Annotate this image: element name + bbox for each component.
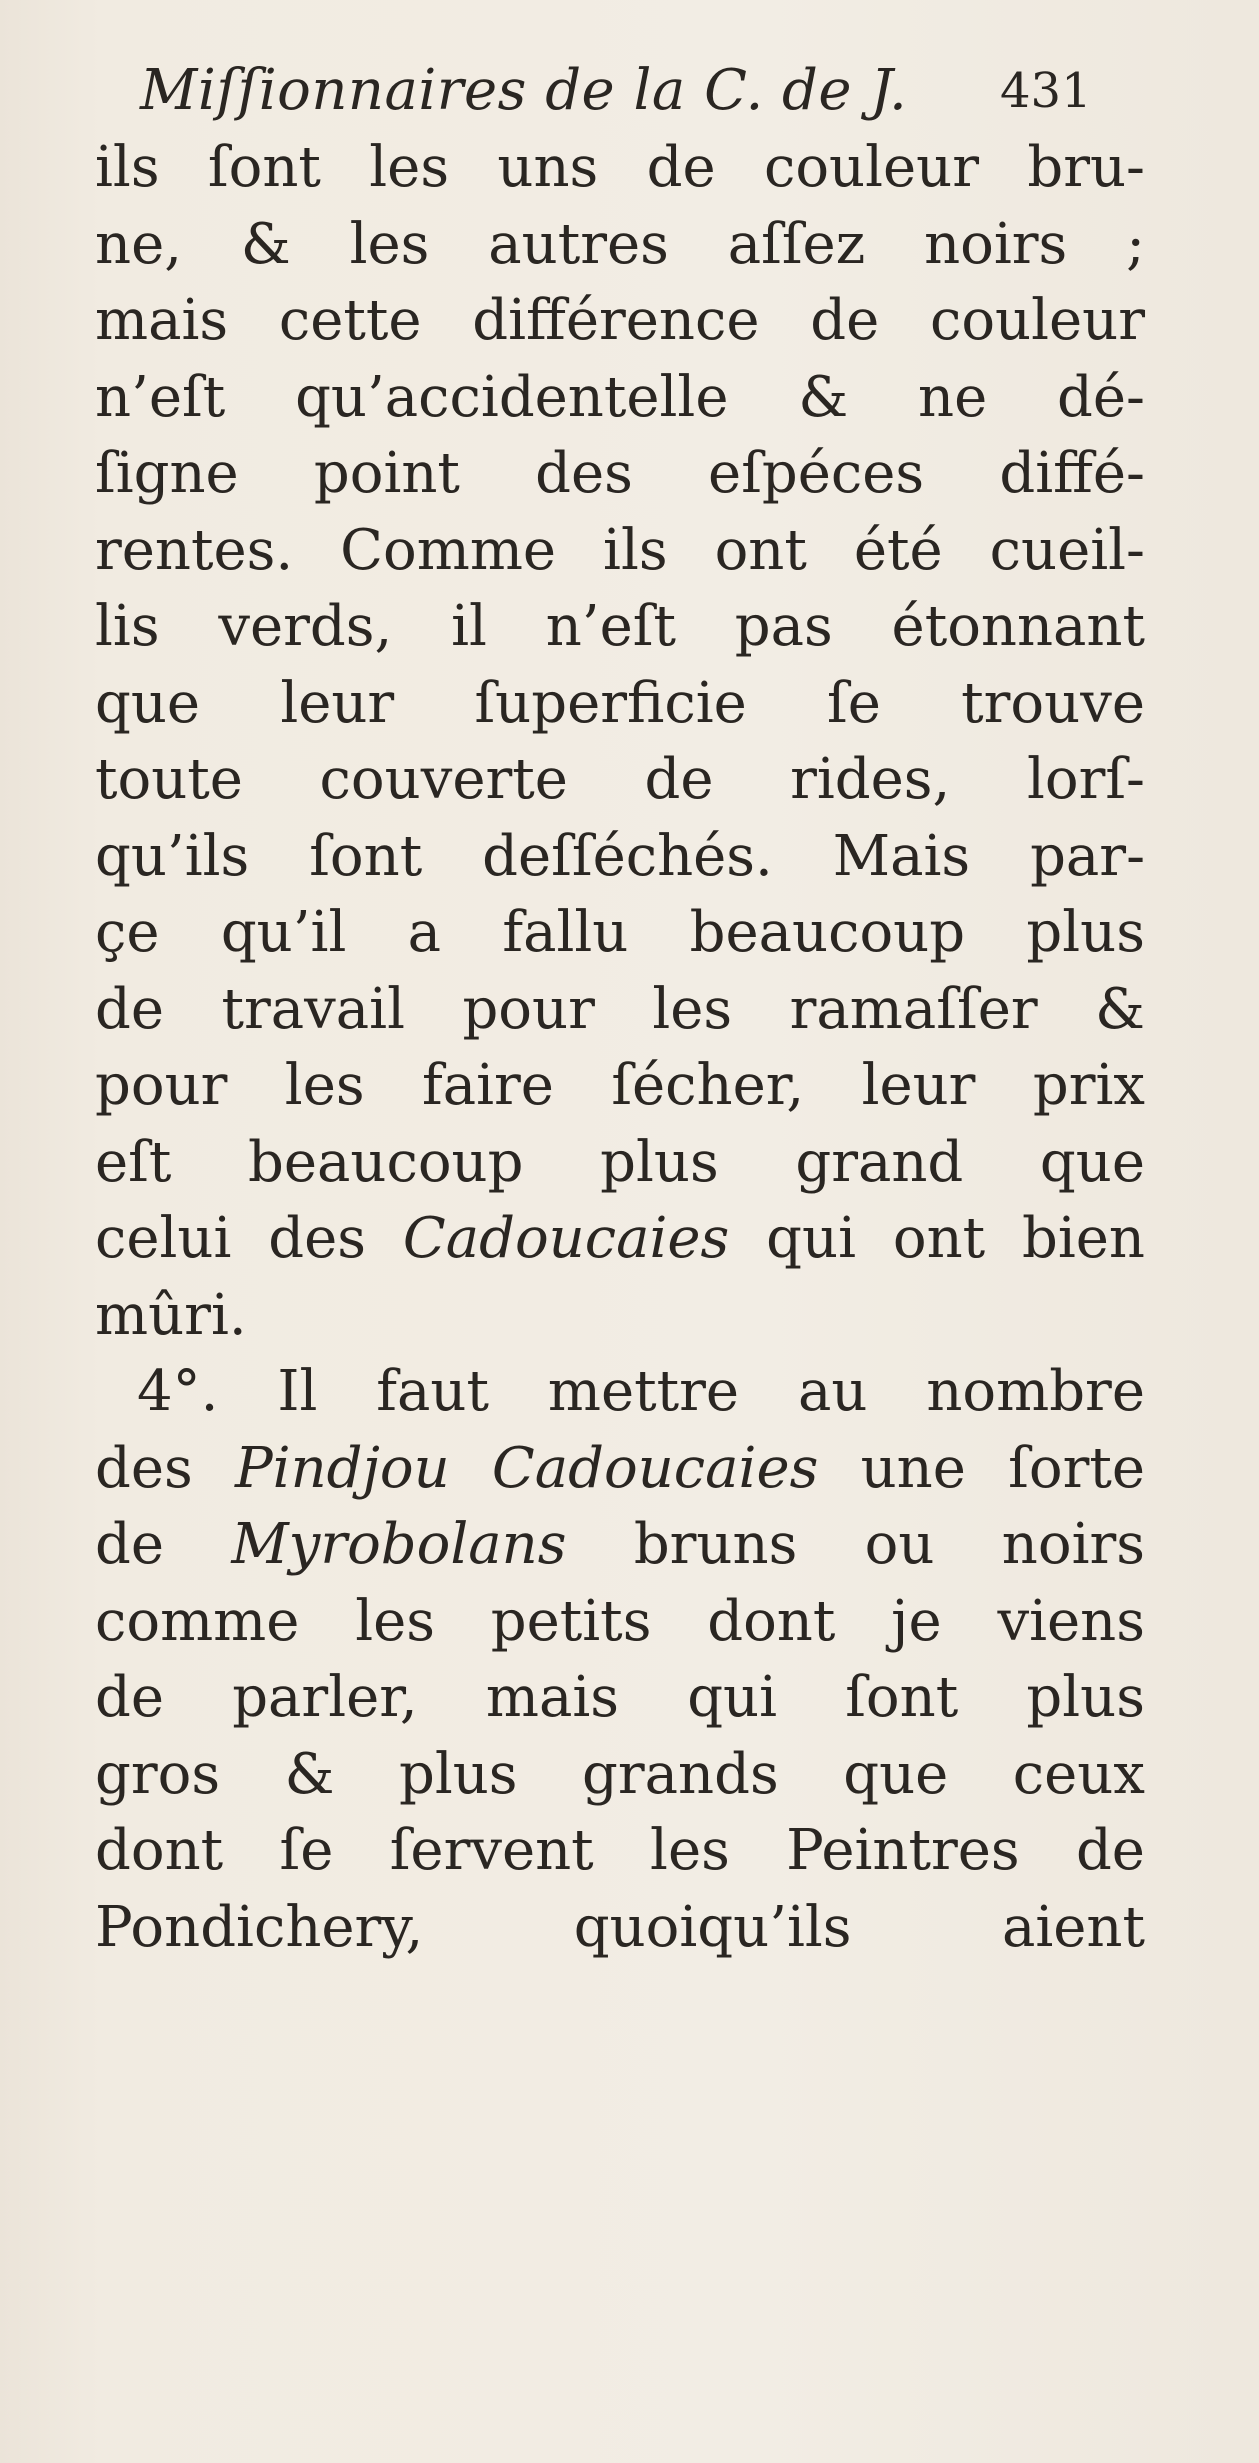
word: de	[644, 747, 714, 812]
word: &	[798, 364, 849, 430]
text-line-3	[95, 283, 1145, 360]
word: faire	[421, 1053, 554, 1118]
word: étonnant	[891, 594, 1145, 659]
word: Mais	[832, 823, 971, 889]
running-head	[140, 55, 1180, 127]
word: qu’ils	[95, 823, 250, 889]
word: lorſ-	[1026, 747, 1145, 812]
word: plus	[1026, 900, 1145, 965]
word: ſervent	[389, 1818, 594, 1883]
word: verds,	[218, 594, 393, 659]
word: ſigne	[95, 441, 239, 506]
word: ne,	[95, 211, 183, 277]
word: ſorte	[1008, 1435, 1145, 1501]
word: prix	[1032, 1053, 1145, 1118]
word: bien	[1022, 1206, 1145, 1271]
text-line-20	[95, 1584, 1145, 1661]
text-line-8	[95, 666, 1145, 743]
word: eſpéces	[708, 441, 925, 506]
word: ſécher,	[611, 1053, 805, 1118]
word: les	[652, 976, 733, 1042]
text-line-2	[95, 207, 1145, 284]
word: Cadoucaies	[491, 1435, 819, 1501]
word: Comme	[340, 517, 557, 583]
word: ſuperficie	[474, 670, 747, 736]
word: diffé-	[999, 441, 1145, 506]
word: travail	[221, 976, 405, 1042]
word: ils	[603, 517, 668, 583]
word: de	[95, 1665, 164, 1730]
text-line-7	[95, 589, 1145, 666]
word: quoiqu’ils	[573, 1894, 852, 1960]
word: faut	[376, 1359, 489, 1424]
word: ont	[714, 517, 807, 583]
word: uns	[497, 135, 599, 200]
word: cueil-	[989, 517, 1145, 583]
word: ne	[918, 364, 988, 430]
word: les	[355, 1588, 435, 1654]
word: fallu	[502, 900, 629, 965]
word: dont	[707, 1588, 836, 1654]
word: &	[1095, 976, 1145, 1042]
word: n’eſt	[545, 594, 676, 659]
text-line-4	[95, 360, 1145, 437]
word: mûri.	[95, 1282, 247, 1348]
word: lis	[95, 594, 160, 659]
word: que	[843, 1741, 949, 1807]
word: de	[1075, 1818, 1145, 1883]
word: ramaſſer	[789, 976, 1038, 1042]
word: différence	[472, 288, 760, 353]
word: qu’il	[220, 900, 347, 965]
word: ſont	[845, 1665, 959, 1730]
text-line-17	[95, 1354, 1145, 1431]
text-line-13	[95, 1048, 1145, 1125]
word: ſe	[279, 1818, 334, 1883]
word: toute	[95, 747, 243, 812]
word: de	[95, 1512, 164, 1577]
text-line-15	[95, 1201, 1145, 1278]
word: de	[810, 288, 880, 353]
word: nombre	[926, 1359, 1145, 1424]
word: beaucoup	[689, 900, 966, 965]
text-line-18	[95, 1431, 1145, 1508]
word: ont	[892, 1206, 986, 1271]
word: ;	[1126, 211, 1145, 277]
word: noirs	[924, 211, 1068, 277]
text-line-6	[95, 513, 1145, 590]
word: été	[853, 517, 943, 583]
word: autres	[488, 211, 669, 277]
word: mais	[485, 1665, 619, 1730]
running-head-title: Miſſionnaires de la C. de J.	[140, 58, 908, 123]
word: de	[95, 976, 164, 1042]
word: pour	[95, 1053, 228, 1118]
text-line-11	[95, 895, 1145, 972]
word: une	[860, 1435, 966, 1501]
word: ſe	[827, 670, 881, 736]
word: que	[95, 670, 201, 736]
text-line-24	[95, 1890, 1145, 1967]
word: qu’accidentelle	[295, 364, 729, 430]
word: les	[369, 135, 450, 200]
word: les	[284, 1053, 365, 1118]
word: celui	[95, 1206, 232, 1271]
word: ſont	[207, 135, 321, 200]
word: deſſéchés.	[482, 823, 773, 889]
word: je	[891, 1588, 942, 1654]
word: Pondichery,	[95, 1894, 424, 1960]
word: Peintres	[786, 1818, 1020, 1883]
word: viens	[997, 1588, 1145, 1654]
word: Myrobolans	[231, 1512, 567, 1577]
word: couleur	[929, 288, 1145, 353]
word: pour	[462, 976, 595, 1042]
text-line-14	[95, 1125, 1145, 1202]
text-line-19	[95, 1507, 1145, 1584]
word: ils	[95, 135, 160, 200]
word: par-	[1030, 823, 1145, 889]
word: plus	[1026, 1665, 1145, 1730]
word: 4°.	[137, 1359, 219, 1424]
word: bru-	[1027, 135, 1145, 200]
word: n’eſt	[95, 364, 226, 430]
word: qui	[687, 1665, 778, 1730]
text-line-23	[95, 1813, 1145, 1890]
word: gros	[95, 1741, 221, 1807]
word: dont	[95, 1818, 224, 1883]
word: beaucoup	[248, 1129, 524, 1195]
word: point	[313, 441, 460, 506]
word: dé-	[1057, 364, 1145, 430]
word: rides,	[790, 747, 951, 812]
word: qui	[766, 1206, 856, 1271]
word: rentes.	[95, 517, 294, 583]
word: comme	[95, 1588, 300, 1654]
word: grand	[795, 1129, 964, 1195]
word: noirs	[1001, 1512, 1145, 1577]
text-line-9	[95, 742, 1145, 819]
word: des	[268, 1206, 366, 1271]
word: il	[451, 594, 487, 659]
word: trouve	[961, 670, 1145, 736]
word: de	[646, 135, 716, 200]
word: les	[650, 1818, 730, 1883]
word: çe	[95, 900, 160, 965]
body-text	[95, 130, 1145, 1966]
word: mettre	[547, 1359, 740, 1424]
word: petits	[490, 1588, 652, 1654]
text-line-12	[95, 972, 1145, 1049]
word: Pindjou	[235, 1435, 450, 1501]
word: Cadoucaies	[402, 1206, 730, 1271]
text-line-1	[95, 130, 1145, 207]
word: couleur	[763, 135, 979, 200]
word: plus	[600, 1129, 719, 1195]
word: eſt	[95, 1129, 172, 1195]
word: leur	[861, 1053, 976, 1118]
word: a	[407, 900, 442, 965]
text-line-10	[95, 819, 1145, 896]
word: mais	[95, 288, 229, 353]
text-line-22	[95, 1737, 1145, 1814]
word: au	[797, 1359, 868, 1424]
page-number: 431	[1000, 63, 1092, 119]
word: pas	[734, 594, 833, 659]
word: les	[349, 211, 430, 277]
word: couverte	[319, 747, 568, 812]
word: &	[284, 1741, 335, 1807]
word: des	[95, 1435, 193, 1501]
text-line-21	[95, 1660, 1145, 1737]
text-line-5	[95, 436, 1145, 513]
word: ſont	[309, 823, 423, 889]
word: aſſez	[727, 211, 866, 277]
word: ou	[864, 1512, 935, 1577]
word: ceux	[1012, 1741, 1145, 1807]
word: leur	[280, 670, 395, 736]
word: aient	[1001, 1894, 1145, 1960]
word: des	[535, 441, 633, 506]
word: &	[240, 211, 291, 277]
word: Il	[277, 1359, 318, 1424]
word: grands	[582, 1741, 779, 1807]
word: bruns	[633, 1512, 798, 1577]
word: que	[1039, 1129, 1145, 1195]
word: cette	[278, 288, 422, 353]
word: parler,	[232, 1665, 418, 1730]
word: plus	[398, 1741, 518, 1807]
text-line-16	[95, 1278, 1145, 1355]
